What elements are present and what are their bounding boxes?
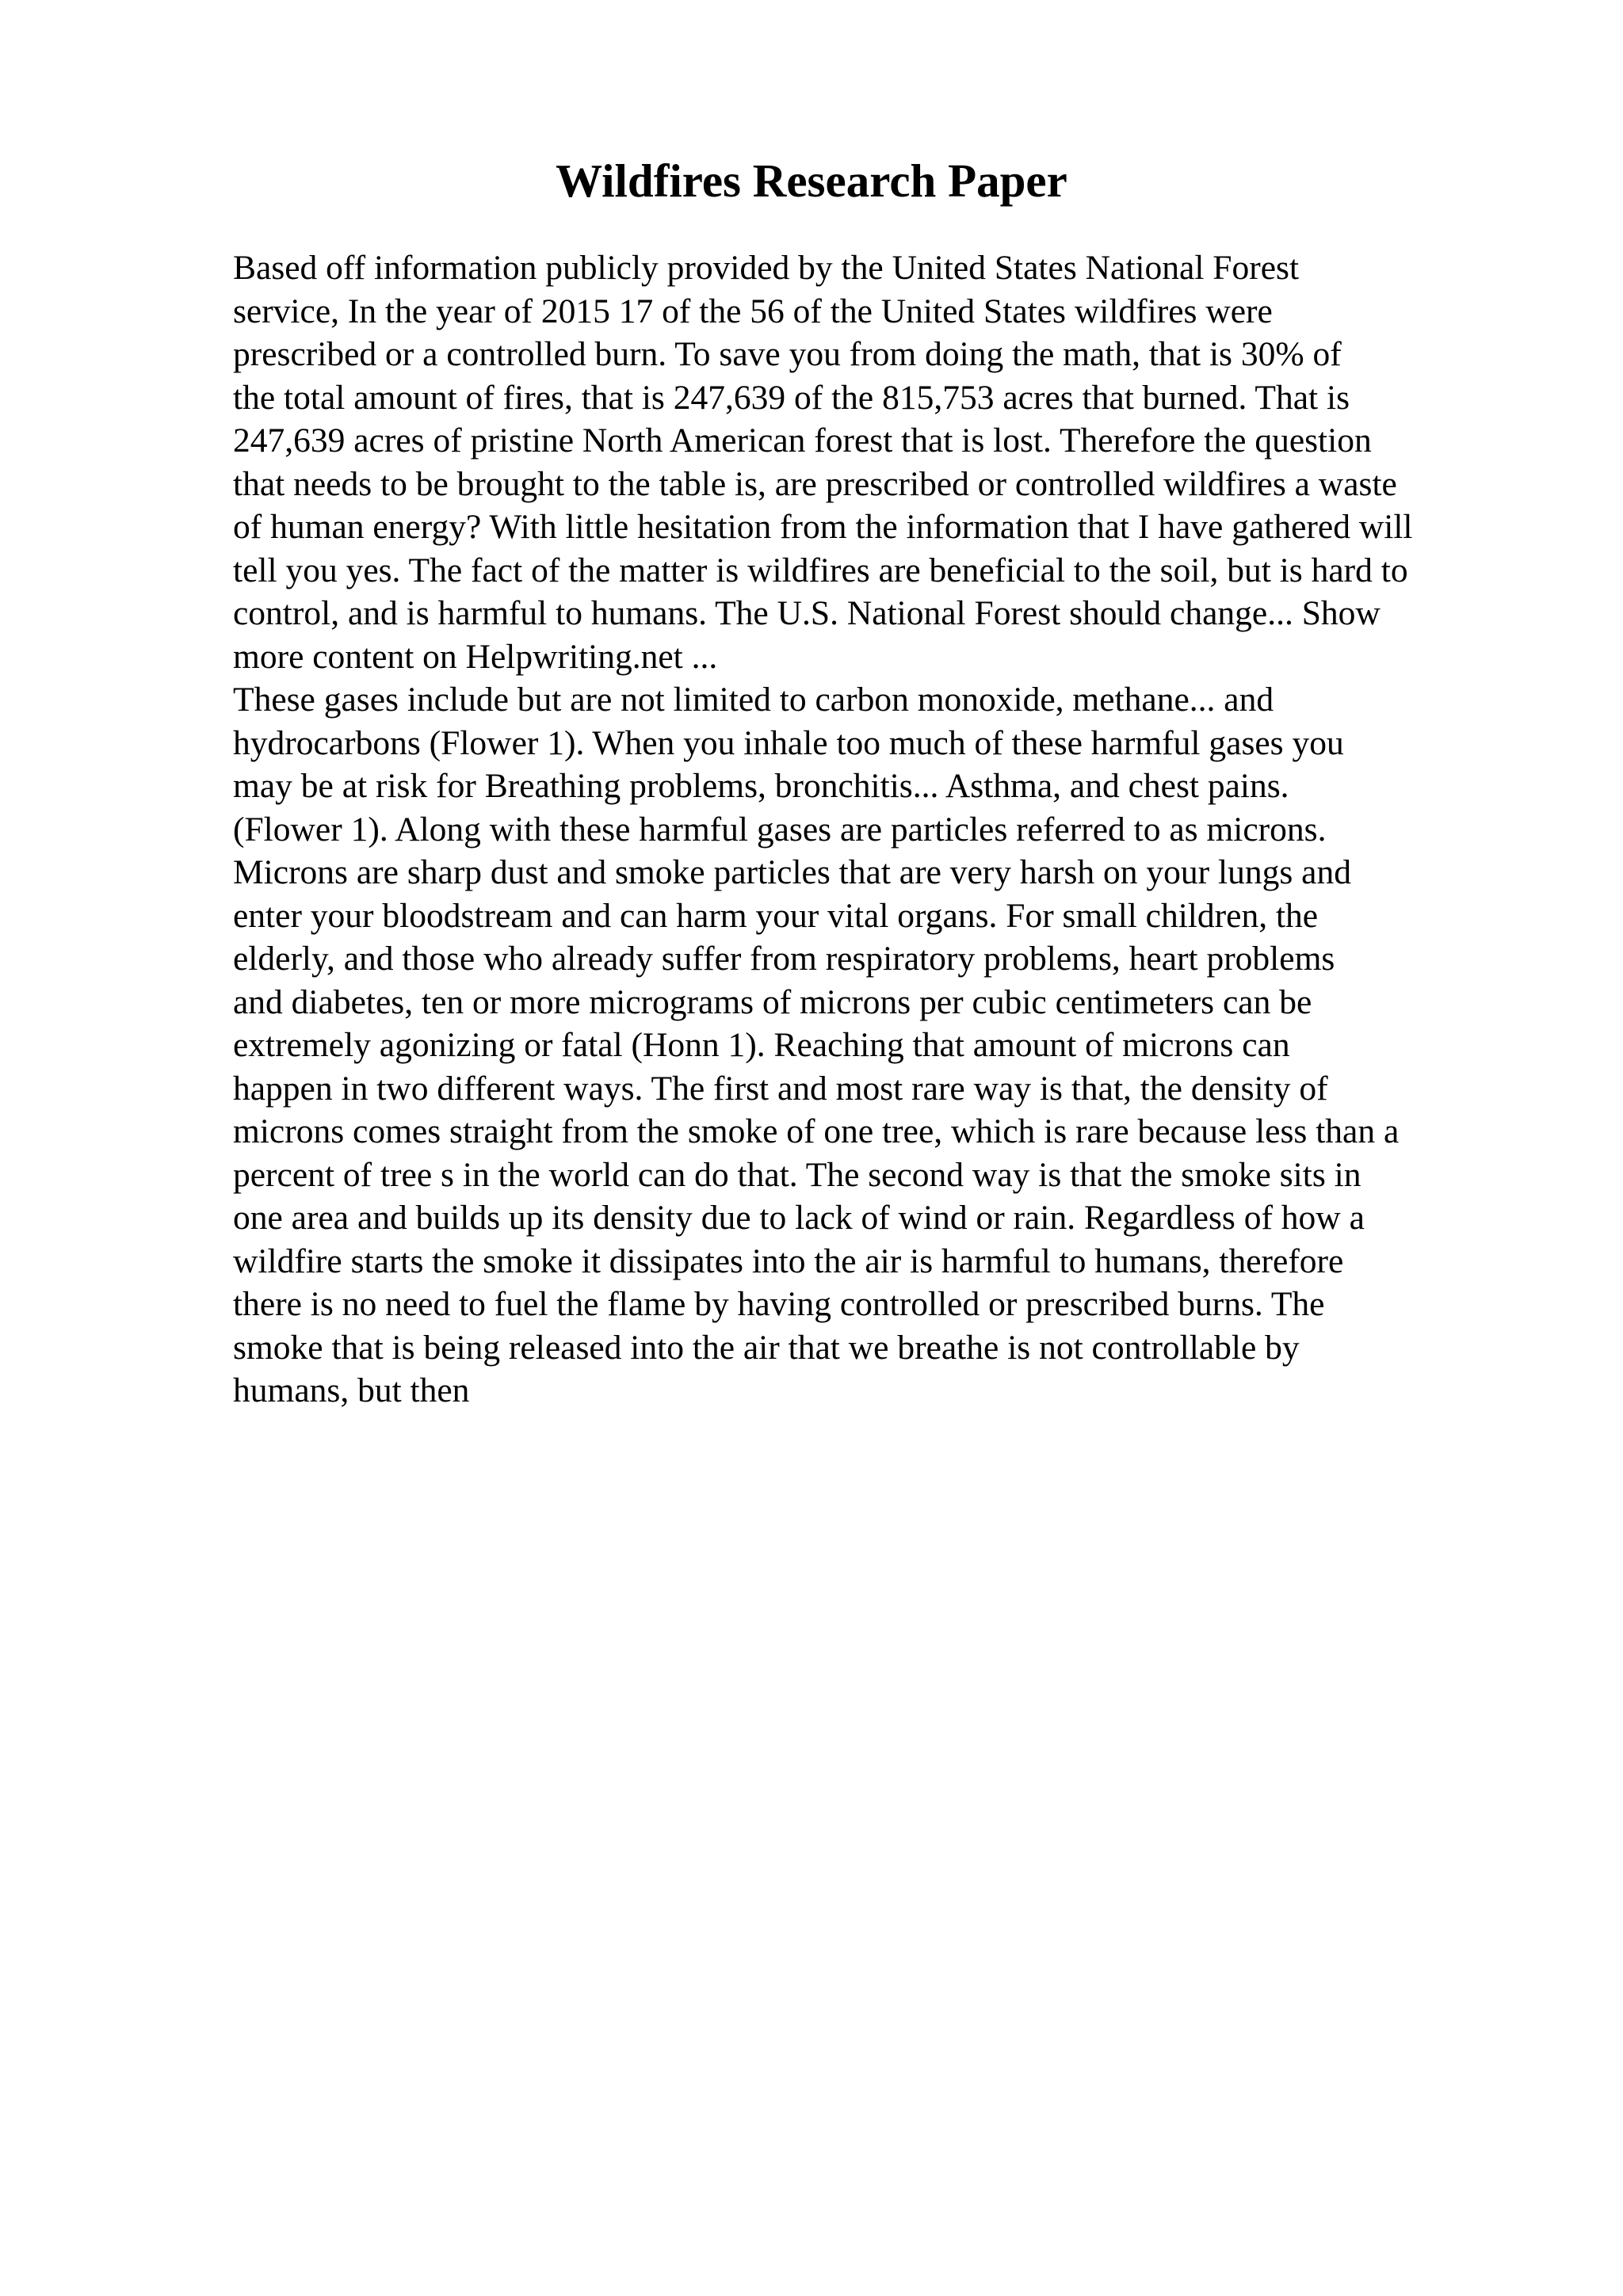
body-line: These gases include but are not limited to carbon monoxide, methane... and xyxy=(233,681,1274,719)
body-line: the total amount of fires, that is 247,639 of the 815,753 acres that burned. That is xyxy=(233,378,1350,417)
body-line: there is no need to fuel the flame by having controlled or prescribed burns. The xyxy=(233,1285,1325,1323)
body-line: extremely agonizing or fatal (Honn 1). Reaching that amount of microns can xyxy=(233,1026,1290,1064)
document-title: Wildfires Research Paper xyxy=(556,154,1067,207)
body-line: (Flower 1). Along with these harmful gases are particles referred to as microns. xyxy=(233,810,1327,849)
document-body xyxy=(233,246,1533,1413)
body-line: one area and builds up its density due to lack of wind or rain. Regardless of how a xyxy=(233,1199,1365,1237)
body-line: elderly, and those who already suffer from respiratory problems, heart problems xyxy=(233,940,1335,978)
body-line: prescribed or a controlled burn. To save you from doing the math, that is 30% of xyxy=(233,335,1342,373)
body-line: hydrocarbons (Flower 1). When you inhale too much of these harmful gases you xyxy=(233,723,1344,762)
body-line: more content on Helpwriting.net ... xyxy=(233,637,718,676)
body-line: happen in two different ways. The first and most rare way is that, the density of xyxy=(233,1069,1328,1108)
body-line: that needs to be brought to the table is, are prescribed or controlled wildfires a waste xyxy=(233,464,1397,503)
body-line: Based off information publicly provided by the United States National Forest xyxy=(233,249,1300,287)
body-line: percent of tree s in the world can do that. The second way is that the smoke sits in xyxy=(233,1155,1361,1194)
body-line: enter your bloodstream and can harm your vital organs. For small children, the xyxy=(233,896,1319,935)
body-line: control, and is harmful to humans. The U.S. National Forest should change... Show xyxy=(233,594,1381,632)
body-line: humans, but then xyxy=(233,1371,470,1409)
body-line: smoke that is being released into the air that we breathe is not controllable by xyxy=(233,1328,1300,1367)
body-line: service, In the year of 2015 17 of the 56 of the United States wildfires were xyxy=(233,292,1273,330)
body-line: may be at risk for Breathing problems, bronchitis... Asthma, and chest pains. xyxy=(233,767,1289,805)
body-line: of human energy? With little hesitation from the information that I have gathered will xyxy=(233,508,1413,546)
body-line: Microns are sharp dust and smoke particles that are very harsh on your lungs and xyxy=(233,853,1351,891)
body-line: tell you yes. The fact of the matter is wildfires are beneficial to the soil, but is hard to xyxy=(233,551,1408,589)
body-line: and diabetes, ten or more micrograms of microns per cubic centimeters can be xyxy=(233,982,1312,1021)
body-line: wildfire starts the smoke it dissipates into the air is harmful to humans, therefore xyxy=(233,1241,1344,1280)
body-line: microns comes straight from the smoke of one tree, which is rare because less than a xyxy=(233,1112,1400,1150)
body-line: 247,639 acres of pristine North American forest that is lost. Therefore the question xyxy=(233,421,1372,460)
